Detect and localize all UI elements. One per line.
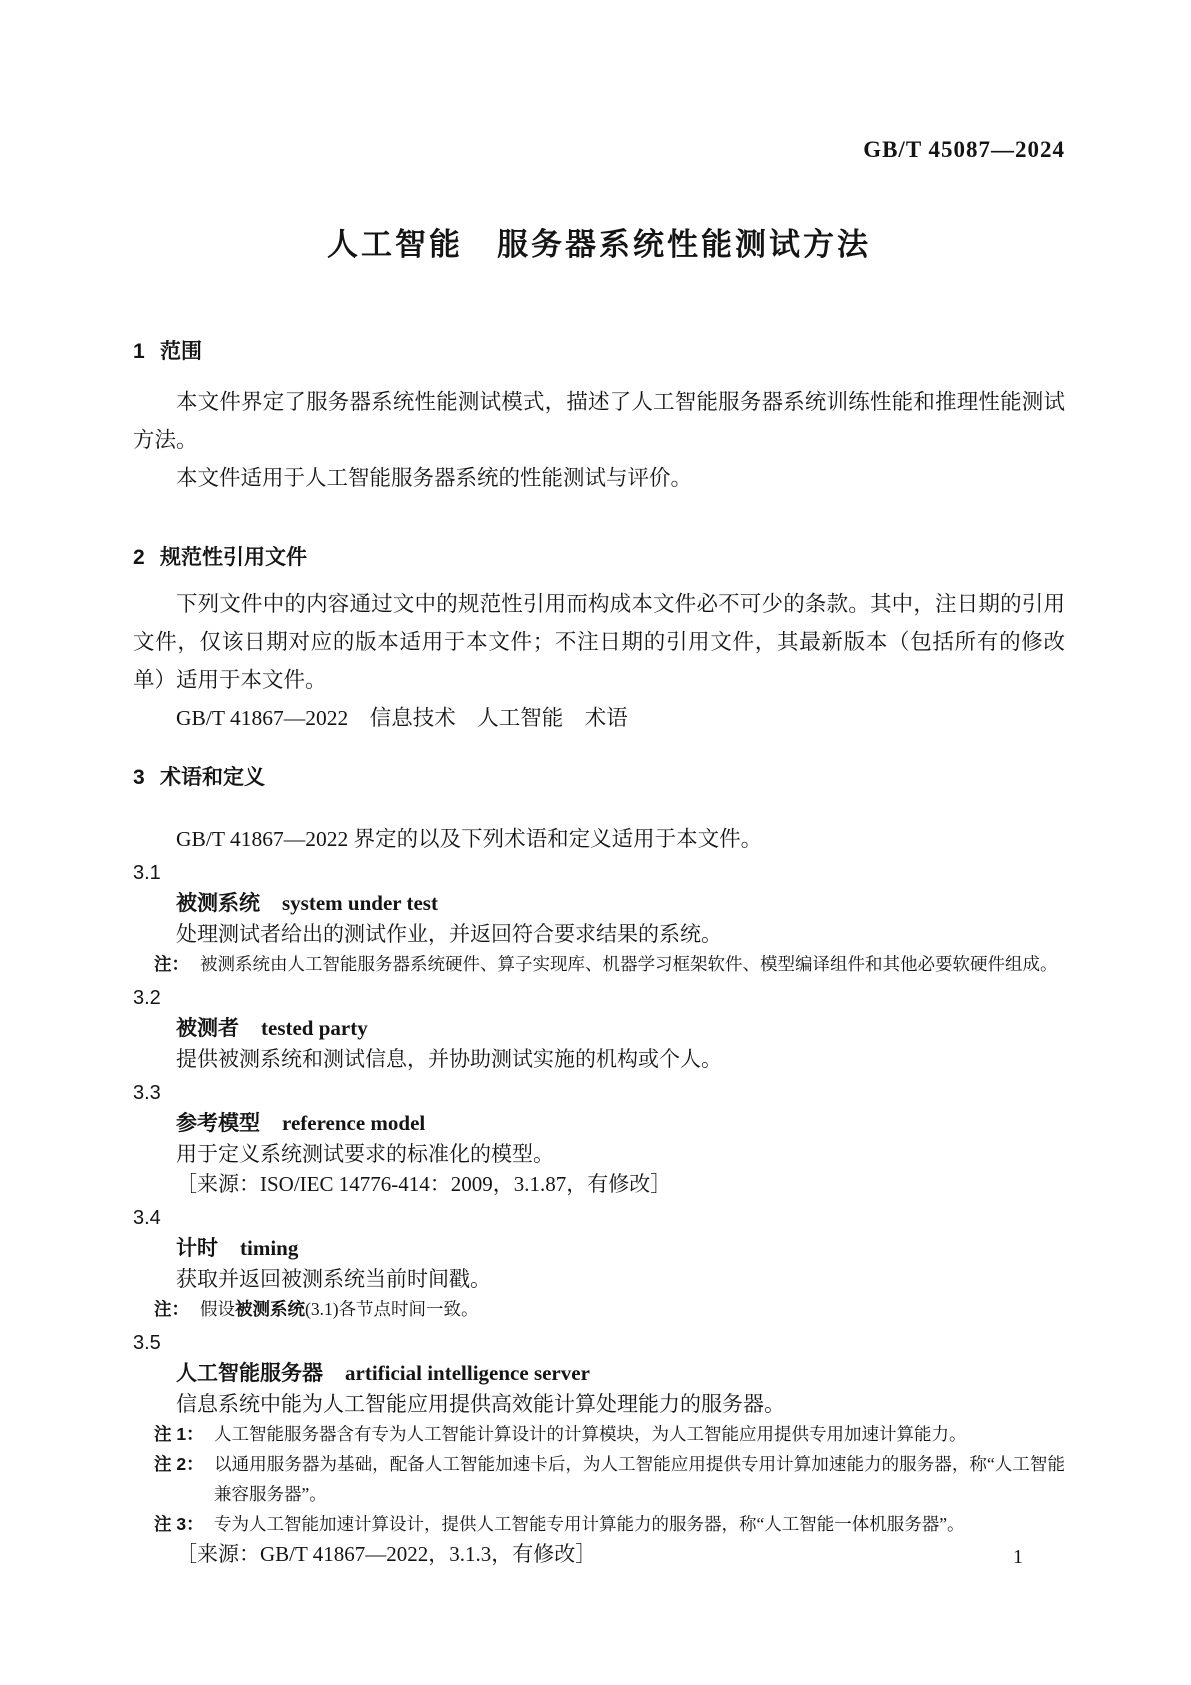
term-3-5-en: artificial intelligence server: [345, 1361, 590, 1385]
term-3-4-en: timing: [240, 1236, 299, 1260]
term-3-1-note: [154, 949, 1065, 979]
note-label: 注 2：: [154, 1454, 204, 1474]
section-2-heading: [133, 543, 1065, 573]
term-3-1-zh: 被测系统: [176, 892, 260, 915]
term-3-1-number: 3.1: [133, 862, 161, 884]
note-label: 注 3：: [154, 1514, 204, 1534]
note-text: 以通用服务器为基础，配备人工智能加速卡后，为人工智能应用提供专用计算加速能力的服务器，称“人工智能兼容服务器”。: [214, 1454, 1065, 1504]
term-3-5-name: [133, 1358, 1065, 1389]
normative-reference-entry: GB/T 41867—2022 信息技术 人工智能 术语: [176, 706, 628, 730]
term-3-2-definition: 提供被测系统和测试信息，并协助测试实施的机构或个人。: [176, 1047, 722, 1071]
note-label: 注：: [154, 1299, 189, 1319]
term-3-1-name: [133, 888, 1065, 919]
term-3-4-note: [154, 1294, 1065, 1324]
term-3-3-source: ［来源：ISO/IEC 14776-414：2009，3.1.87，有修改］: [176, 1172, 672, 1196]
scope-paragraph-1: 本文件界定了服务器系统性能测试模式，描述了人工智能服务器系统训练性能和推理性能测试方法。: [133, 390, 1065, 452]
note-text-suffix: (3.1)各节点时间一致。: [305, 1299, 479, 1319]
note-text: 被测系统由人工智能服务器系统硬件、算子实现库、机器学习框架软件、模型编译组件和其他必要软硬件组成。: [200, 954, 1058, 974]
term-3-4-number: 3.4: [133, 1207, 161, 1229]
term-3-4: [133, 1203, 1065, 1324]
term-3-5-source: ［来源：GB/T 41867—2022，3.1.3，有修改］: [176, 1542, 597, 1566]
term-3-4-zh: 计时: [176, 1237, 218, 1260]
term-3-3-en: reference model: [282, 1111, 426, 1135]
scope-paragraph-2: 本文件适用于人工智能服务器系统的性能测试与评价。: [176, 466, 693, 490]
term-3-5-note-1: [154, 1419, 1065, 1449]
note-label: 注 1：: [154, 1424, 204, 1444]
note-text: 专为人工智能加速计算设计，提供人工智能专用计算能力的服务器，称“人工智能一体机服务器”。: [214, 1514, 965, 1534]
term-3-5-note-2: [154, 1449, 1065, 1509]
term-3-2-number: 3.2: [133, 987, 161, 1009]
term-3-1-en: system under test: [282, 891, 438, 915]
term-3-2: [133, 983, 1065, 1074]
term-3-3: [133, 1078, 1065, 1199]
section-2-number: 2: [133, 546, 145, 569]
standard-number: GB/T 45087—2024: [863, 137, 1065, 162]
note-label: 注：: [154, 954, 189, 974]
section-3-heading: [133, 763, 1065, 793]
term-3-1-definition: 处理测试者给出的测试作业，并返回符合要求结果的系统。: [176, 922, 722, 946]
document-title: 人工智能 服务器系统性能测试方法: [327, 227, 871, 262]
section-1-number: 1: [133, 340, 145, 363]
section-1-heading: [133, 337, 1065, 367]
term-3-5-number: 3.5: [133, 1332, 161, 1354]
term-3-5-definition: 信息系统中能为人工智能应用提供高效能计算处理能力的服务器。: [176, 1392, 785, 1416]
section-3-number: 3: [133, 766, 145, 789]
term-3-5-note-3: [154, 1509, 1065, 1539]
term-3-5: [133, 1328, 1065, 1569]
term-3-3-name: [133, 1108, 1065, 1139]
section-1-label: 范围: [160, 340, 202, 363]
note-text: 人工智能服务器含有专为人工智能计算设计的计算模块，为人工智能应用提供专用加速计算能力。: [214, 1424, 967, 1444]
term-3-2-name: [133, 1013, 1065, 1044]
term-3-1: [133, 858, 1065, 979]
term-3-4-definition: 获取并返回被测系统当前时间戳。: [176, 1267, 491, 1291]
note-text-prefix: 假设: [200, 1299, 235, 1319]
term-3-3-number: 3.3: [133, 1082, 161, 1104]
term-3-3-zh: 参考模型: [176, 1112, 260, 1135]
terms-intro: GB/T 41867—2022 界定的以及下列术语和定义适用于本文件。: [176, 827, 763, 851]
term-3-2-zh: 被测者: [176, 1017, 239, 1040]
page-number: 1: [1013, 1546, 1023, 1568]
term-3-2-en: tested party: [261, 1016, 368, 1040]
normative-references-paragraph: 下列文件中的内容通过文中的规范性引用而构成本文件必不可少的条款。其中，注日期的引用文件，仅该日期对应的版本适用于本文件；不注日期的引用文件，其最新版本（包括所有的修改单）适用于本文件。: [133, 592, 1065, 692]
term-3-3-definition: 用于定义系统测试要求的标准化的模型。: [176, 1142, 554, 1166]
note-bold-term: 被测系统: [235, 1299, 305, 1319]
term-3-5-zh: 人工智能服务器: [176, 1362, 323, 1385]
section-3-label: 术语和定义: [160, 766, 265, 789]
term-3-4-name: [133, 1233, 1065, 1264]
section-2-label: 规范性引用文件: [160, 546, 307, 569]
page-content: [133, 136, 1065, 1569]
